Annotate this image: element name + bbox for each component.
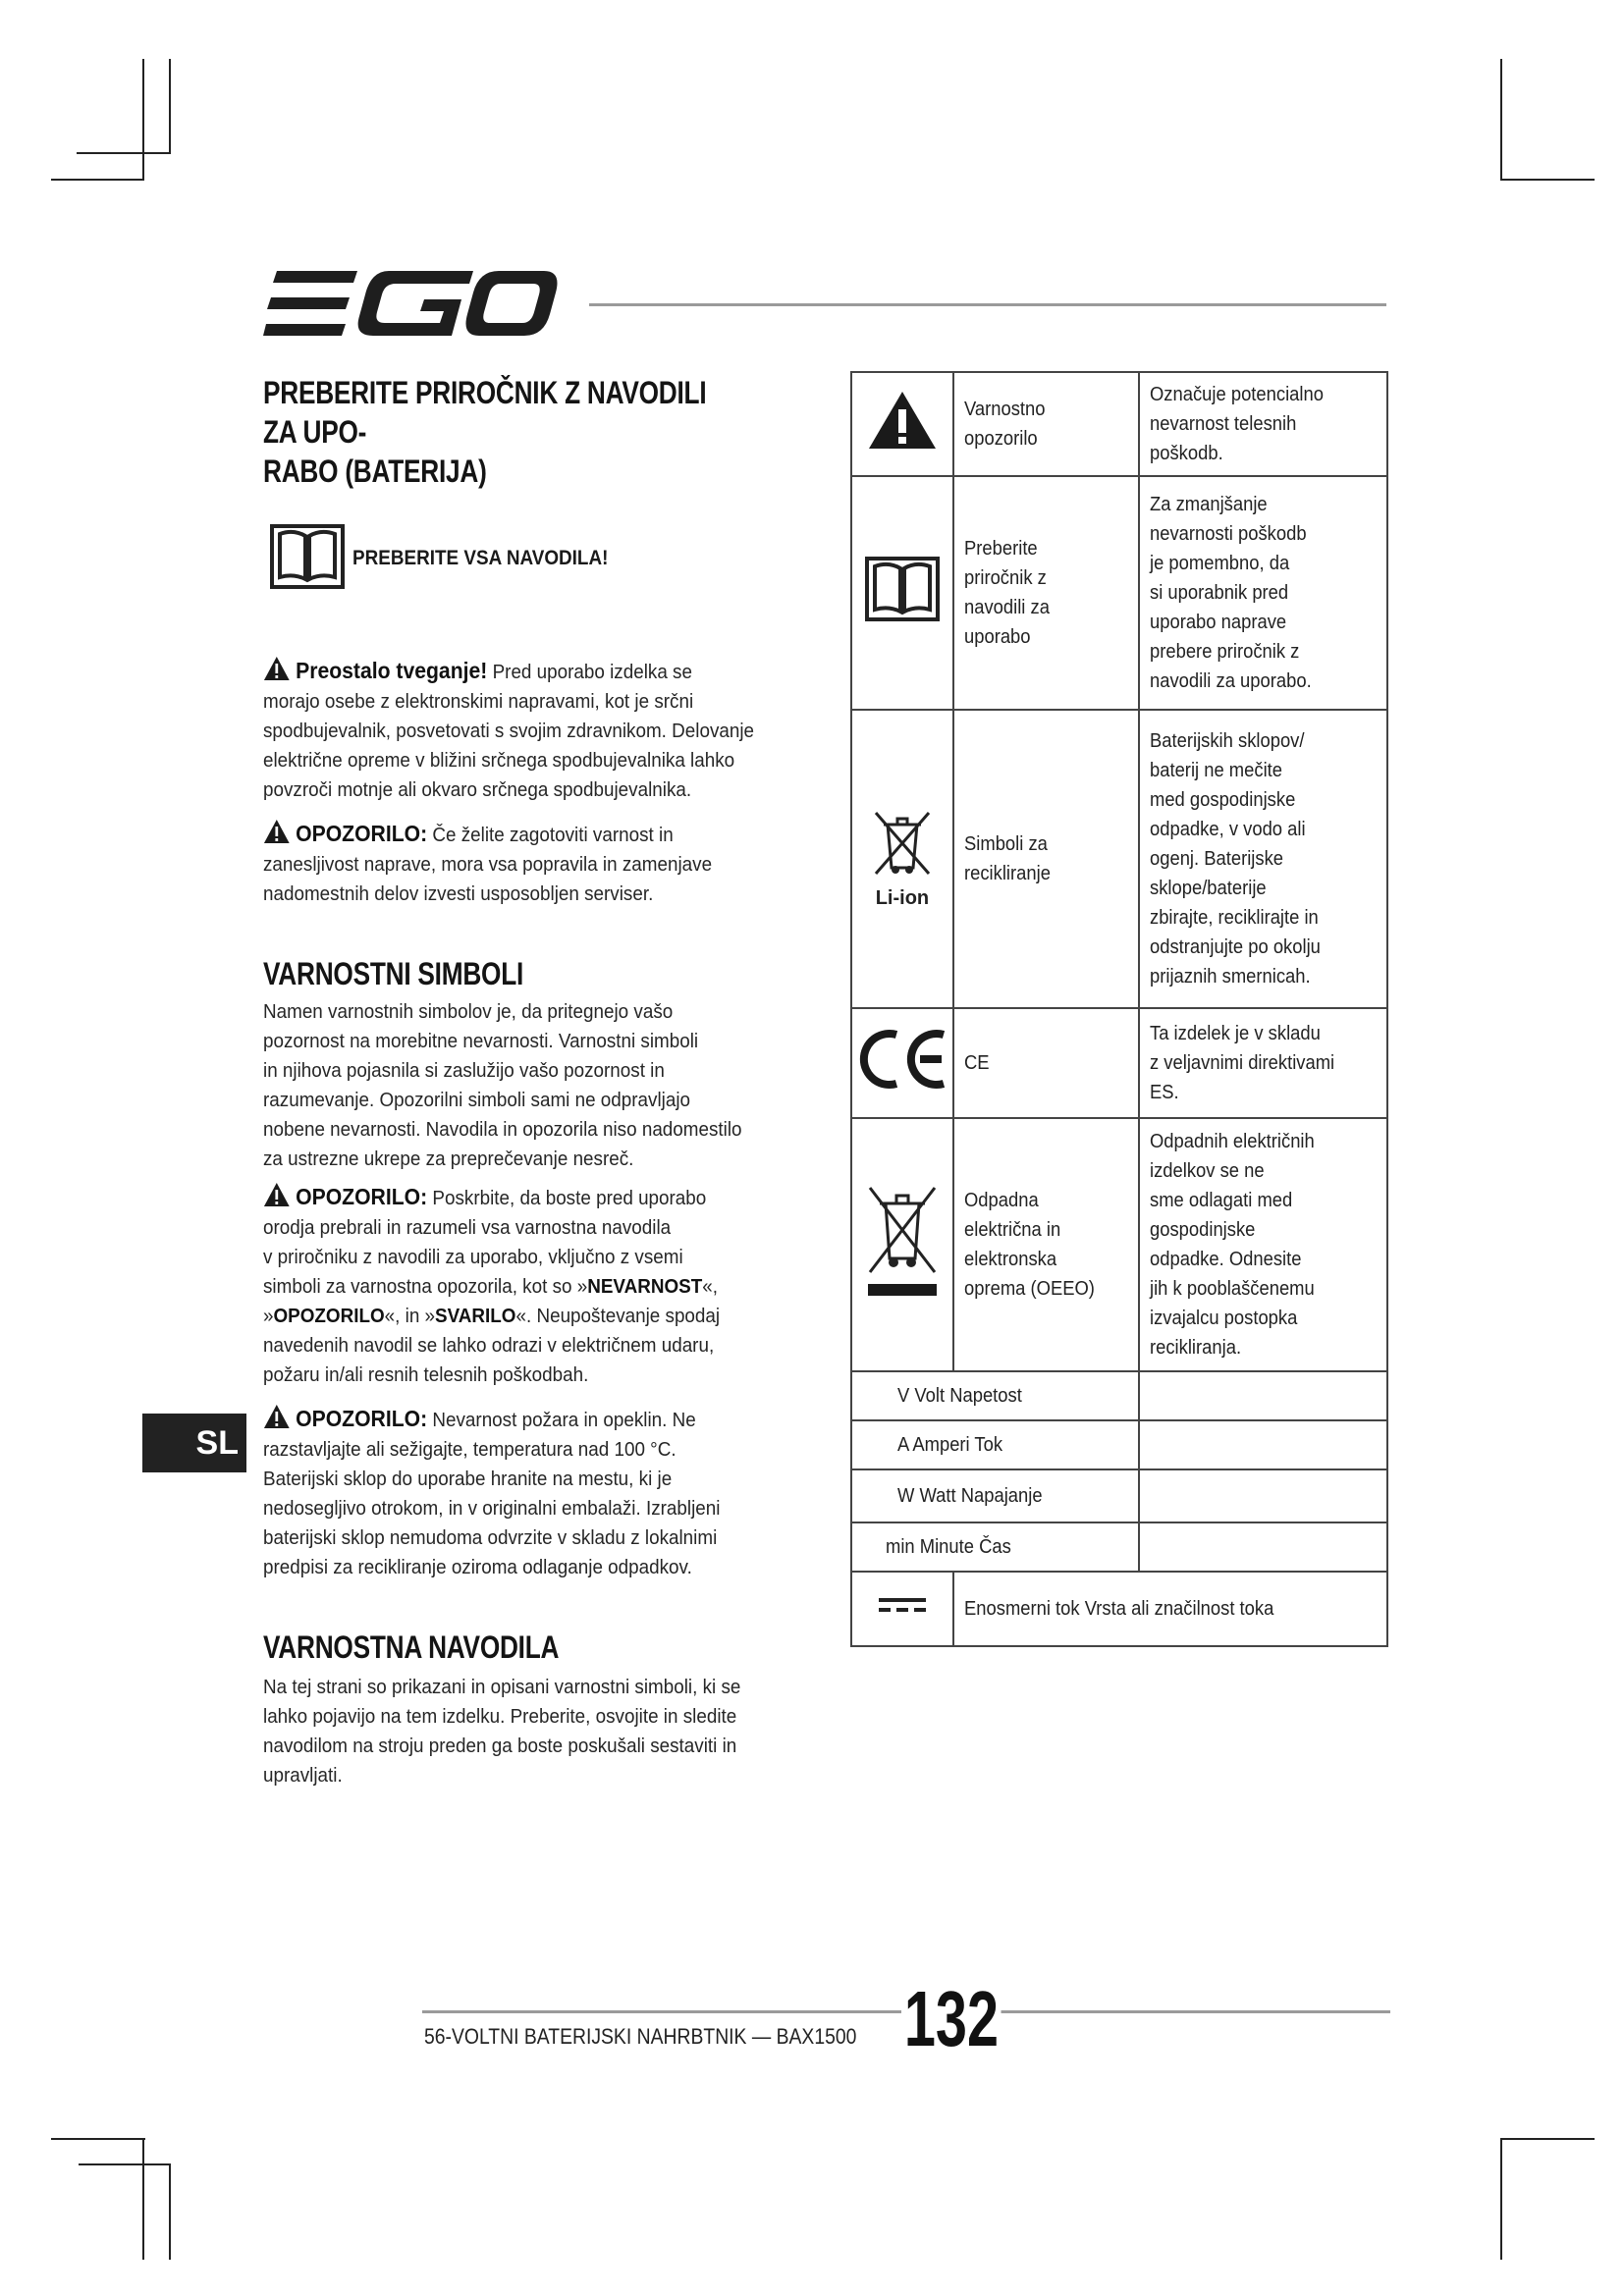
read-all-block bbox=[270, 522, 781, 593]
crop-mark bbox=[51, 179, 144, 181]
symbol-name: Preberite priročnik z navodili za uporabo bbox=[953, 476, 1139, 710]
crop-mark bbox=[1500, 179, 1595, 181]
warning-triangle-icon bbox=[263, 819, 291, 844]
warning-line: navedenih navodil se lahko odrazi v električnem udaru, bbox=[263, 1334, 715, 1357]
crop-mark bbox=[142, 2138, 144, 2260]
footer-title: 56-VOLTNI BATERIJSKI NAHRBTNIK — BAX1500 bbox=[424, 2024, 857, 2049]
symbol-cell bbox=[851, 710, 953, 1008]
section-line: in njihova pojasnila si zaslužijo vašo pozornost in bbox=[263, 1059, 665, 1082]
warning-paragraph-repairs bbox=[263, 819, 852, 909]
symbol-cell bbox=[851, 1008, 953, 1118]
warning-triangle-icon bbox=[263, 1182, 291, 1207]
table-row bbox=[851, 476, 1387, 710]
warning-line: nadomestnih delov izvesti usposobljen serviser. bbox=[263, 882, 654, 905]
symbol-description: Odpadnih električnih izdelkov se ne sme odlagati med gospodinjske odpadke. Odnesite jih k pooblaščenemu izvajalcu postopka recikliranja. bbox=[1139, 1118, 1387, 1371]
symbol-name: Odpadna električna in elektronska oprema (OEEO) bbox=[953, 1118, 1139, 1371]
warning-triangle-icon bbox=[867, 390, 938, 451]
table-row bbox=[851, 710, 1387, 1008]
table-row bbox=[851, 1572, 1387, 1646]
warning-lead: OPOZORILO: bbox=[296, 1406, 428, 1431]
warning-line: požaru in/ali resnih telesnih poškodbah. bbox=[263, 1363, 589, 1386]
symbol-description: Baterijskih sklopov/ baterij ne mečite med gospodinjske odpadke, v vodo ali ogenj. Baterijske sklope/baterije zbirajte, reciklirajte in odstranjujte po okolju prijaznih smernicah. bbox=[1139, 710, 1387, 1008]
symbol-cell bbox=[851, 476, 953, 710]
crop-mark bbox=[79, 2163, 171, 2165]
section-line: lahko pojavijo na tem izdelku. Preberite, osvojite in sledite bbox=[263, 1705, 737, 1728]
residual-risk-line: spodbujevalnik, posvetovati s svojim zdravnikom. Delovanje bbox=[263, 720, 755, 742]
warning-line: OPOZORILO: Poskrbite, da boste pred uporabo bbox=[263, 1182, 805, 1213]
symbol-cell bbox=[851, 1572, 953, 1646]
residual-risk-line: električne opreme v bližini srčnega spodbujevalnika lahko bbox=[263, 749, 735, 772]
section-line: za ustrezne ukrepe za preprečevanje nesreč. bbox=[263, 1148, 634, 1170]
warning-line: OPOZORILO: Če želite zagotoviti varnost in bbox=[263, 819, 805, 850]
crop-mark bbox=[1500, 2138, 1502, 2260]
empty-cell bbox=[1139, 1522, 1387, 1572]
warning-line: v priročniku z navodili za uporabo, vključno z vsemi bbox=[263, 1246, 683, 1268]
header-rule bbox=[589, 303, 1386, 306]
table-row bbox=[851, 1420, 1387, 1469]
title-line-1: PREBERITE PRIROČNIK Z NAVODILI ZA UPO- bbox=[263, 375, 707, 450]
residual-risk-line: morajo osebe z elektronskimi napravami, kot je srčni bbox=[263, 690, 694, 713]
section-line: upravljati. bbox=[263, 1764, 343, 1787]
warning-triangle-icon bbox=[263, 656, 291, 681]
section-line: Na tej strani so prikazani in opisani varnostni simboli, ki se bbox=[263, 1676, 741, 1698]
direct-current-icon bbox=[877, 1595, 928, 1615]
crop-mark bbox=[169, 59, 171, 153]
symbol-name: Simboli za recikliranje bbox=[953, 710, 1139, 1008]
weee-bin-icon bbox=[864, 1182, 941, 1300]
section-line: razumevanje. Opozorilni simboli sami ne odpravljajo bbox=[263, 1089, 691, 1111]
warning-line: OPOZORILO: Nevarnost požara in opeklin. Ne bbox=[263, 1404, 805, 1435]
warning-line: orodja prebrali in razumeli vsa varnostna navodila bbox=[263, 1216, 672, 1239]
symbol-name: Enosmerni tok Vrsta ali značilnost toka bbox=[953, 1572, 1387, 1646]
safety-symbols-table bbox=[850, 371, 1388, 1647]
ego-logo bbox=[263, 269, 558, 340]
crossed-bin-icon bbox=[868, 809, 937, 878]
unit-cell: A Amperi Tok bbox=[851, 1420, 1139, 1469]
title-line-2: RABO (BATERIJA) bbox=[263, 454, 487, 489]
warning-line: »OPOZORILO«, in »SVARILO«. Neupoštevanje spodaj bbox=[263, 1305, 721, 1327]
warning-paragraph-fire bbox=[263, 1404, 852, 1582]
unit-cell: V Volt Napetost bbox=[851, 1371, 1139, 1420]
symbol-cell bbox=[851, 1118, 953, 1371]
empty-cell bbox=[1139, 1371, 1387, 1420]
table-row bbox=[851, 1118, 1387, 1371]
section-line: Namen varnostnih simbolov je, da pritegnejo vašo bbox=[263, 1000, 674, 1023]
table-row bbox=[851, 1008, 1387, 1118]
empty-cell bbox=[1139, 1420, 1387, 1469]
warning-line: Baterijski sklop do uporabe hranite na mestu, ki je bbox=[263, 1468, 673, 1490]
section-safety-instructions bbox=[263, 1628, 852, 1790]
symbol-name: CE bbox=[953, 1008, 1139, 1118]
table-row bbox=[851, 1469, 1387, 1522]
section-safety-symbols bbox=[263, 954, 852, 1174]
table-row bbox=[851, 1371, 1387, 1420]
empty-cell bbox=[1139, 1469, 1387, 1522]
section-heading: VARNOSTNI SIMBOLI bbox=[263, 956, 524, 991]
unit-cell: W Watt Napajanje bbox=[851, 1469, 1139, 1522]
warning-line: predpisi za recikliranje oziroma odlaganje odpadkov. bbox=[263, 1556, 692, 1578]
residual-risk-line: povzroči motnje ali okvaro srčnega spodbujevalnika. bbox=[263, 778, 692, 801]
crop-mark bbox=[51, 2138, 145, 2140]
symbol-description: Ta izdelek je v skladu z veljavnimi direktivami ES. bbox=[1139, 1008, 1387, 1118]
crop-mark bbox=[169, 2163, 171, 2260]
symbol-description: Za zmanjšanje nevarnosti poškodb je pomembno, da si uporabnik pred uporabo naprave prebere priročnik z navodili za uporabo. bbox=[1139, 476, 1387, 710]
warning-lead: OPOZORILO: bbox=[296, 1184, 428, 1209]
residual-risk-lead: Preostalo tveganje! bbox=[296, 658, 488, 683]
book-icon bbox=[270, 522, 345, 591]
section-line: pozornost na morebitne nevarnosti. Varnostni simboli bbox=[263, 1030, 699, 1052]
crop-mark bbox=[1500, 59, 1502, 181]
manual-title bbox=[263, 373, 813, 491]
warning-line: zanesljivost naprave, mora vsa popravila in zamenjave bbox=[263, 853, 713, 876]
page-number: 132 bbox=[901, 1975, 1001, 2063]
book-icon bbox=[865, 555, 940, 623]
li-ion-label: Li-ion bbox=[875, 886, 930, 909]
language-tab: SL bbox=[142, 1414, 246, 1472]
section-line: navodilom na stroju preden ga boste poskušali sestaviti in bbox=[263, 1735, 737, 1757]
table-row bbox=[851, 372, 1387, 476]
symbol-name: Varnostno opozorilo bbox=[953, 372, 1139, 476]
crop-mark bbox=[142, 59, 144, 181]
section-heading: VARNOSTNA NAVODILA bbox=[263, 1629, 560, 1665]
section-line: nobene nevarnosti. Navodila in opozorila niso nadomestilo bbox=[263, 1118, 742, 1141]
unit-cell: min Minute Čas bbox=[851, 1522, 1139, 1572]
warning-line: simboli za varnostna opozorila, kot so »NEVARNOST«, bbox=[263, 1275, 718, 1298]
read-all-label: PREBERITE VSA NAVODILA! bbox=[352, 547, 609, 569]
warning-paragraph-read-manual bbox=[263, 1182, 852, 1390]
warning-line: baterijski sklop nemudoma odvrzite v skladu z lokalnimi bbox=[263, 1526, 718, 1549]
symbol-cell bbox=[851, 372, 953, 476]
crop-mark bbox=[77, 152, 171, 154]
table-row bbox=[851, 1522, 1387, 1572]
residual-risk-paragraph bbox=[263, 656, 852, 805]
residual-risk-line: Preostalo tveganje! Pred uporabo izdelka se bbox=[263, 656, 805, 687]
warning-lead: OPOZORILO: bbox=[296, 821, 428, 846]
warning-line: nedosegljivo otrokom, in v originalni embalaži. Izrabljeni bbox=[263, 1497, 721, 1520]
ce-mark-icon bbox=[855, 1027, 949, 1092]
warning-line: razstavljajte ali sežigajte, temperatura nad 100 °C. bbox=[263, 1438, 677, 1461]
crop-mark bbox=[1500, 2138, 1595, 2140]
warning-triangle-icon bbox=[263, 1404, 291, 1429]
symbol-description: Označuje potencialno nevarnost telesnih poškodb. bbox=[1139, 372, 1387, 476]
